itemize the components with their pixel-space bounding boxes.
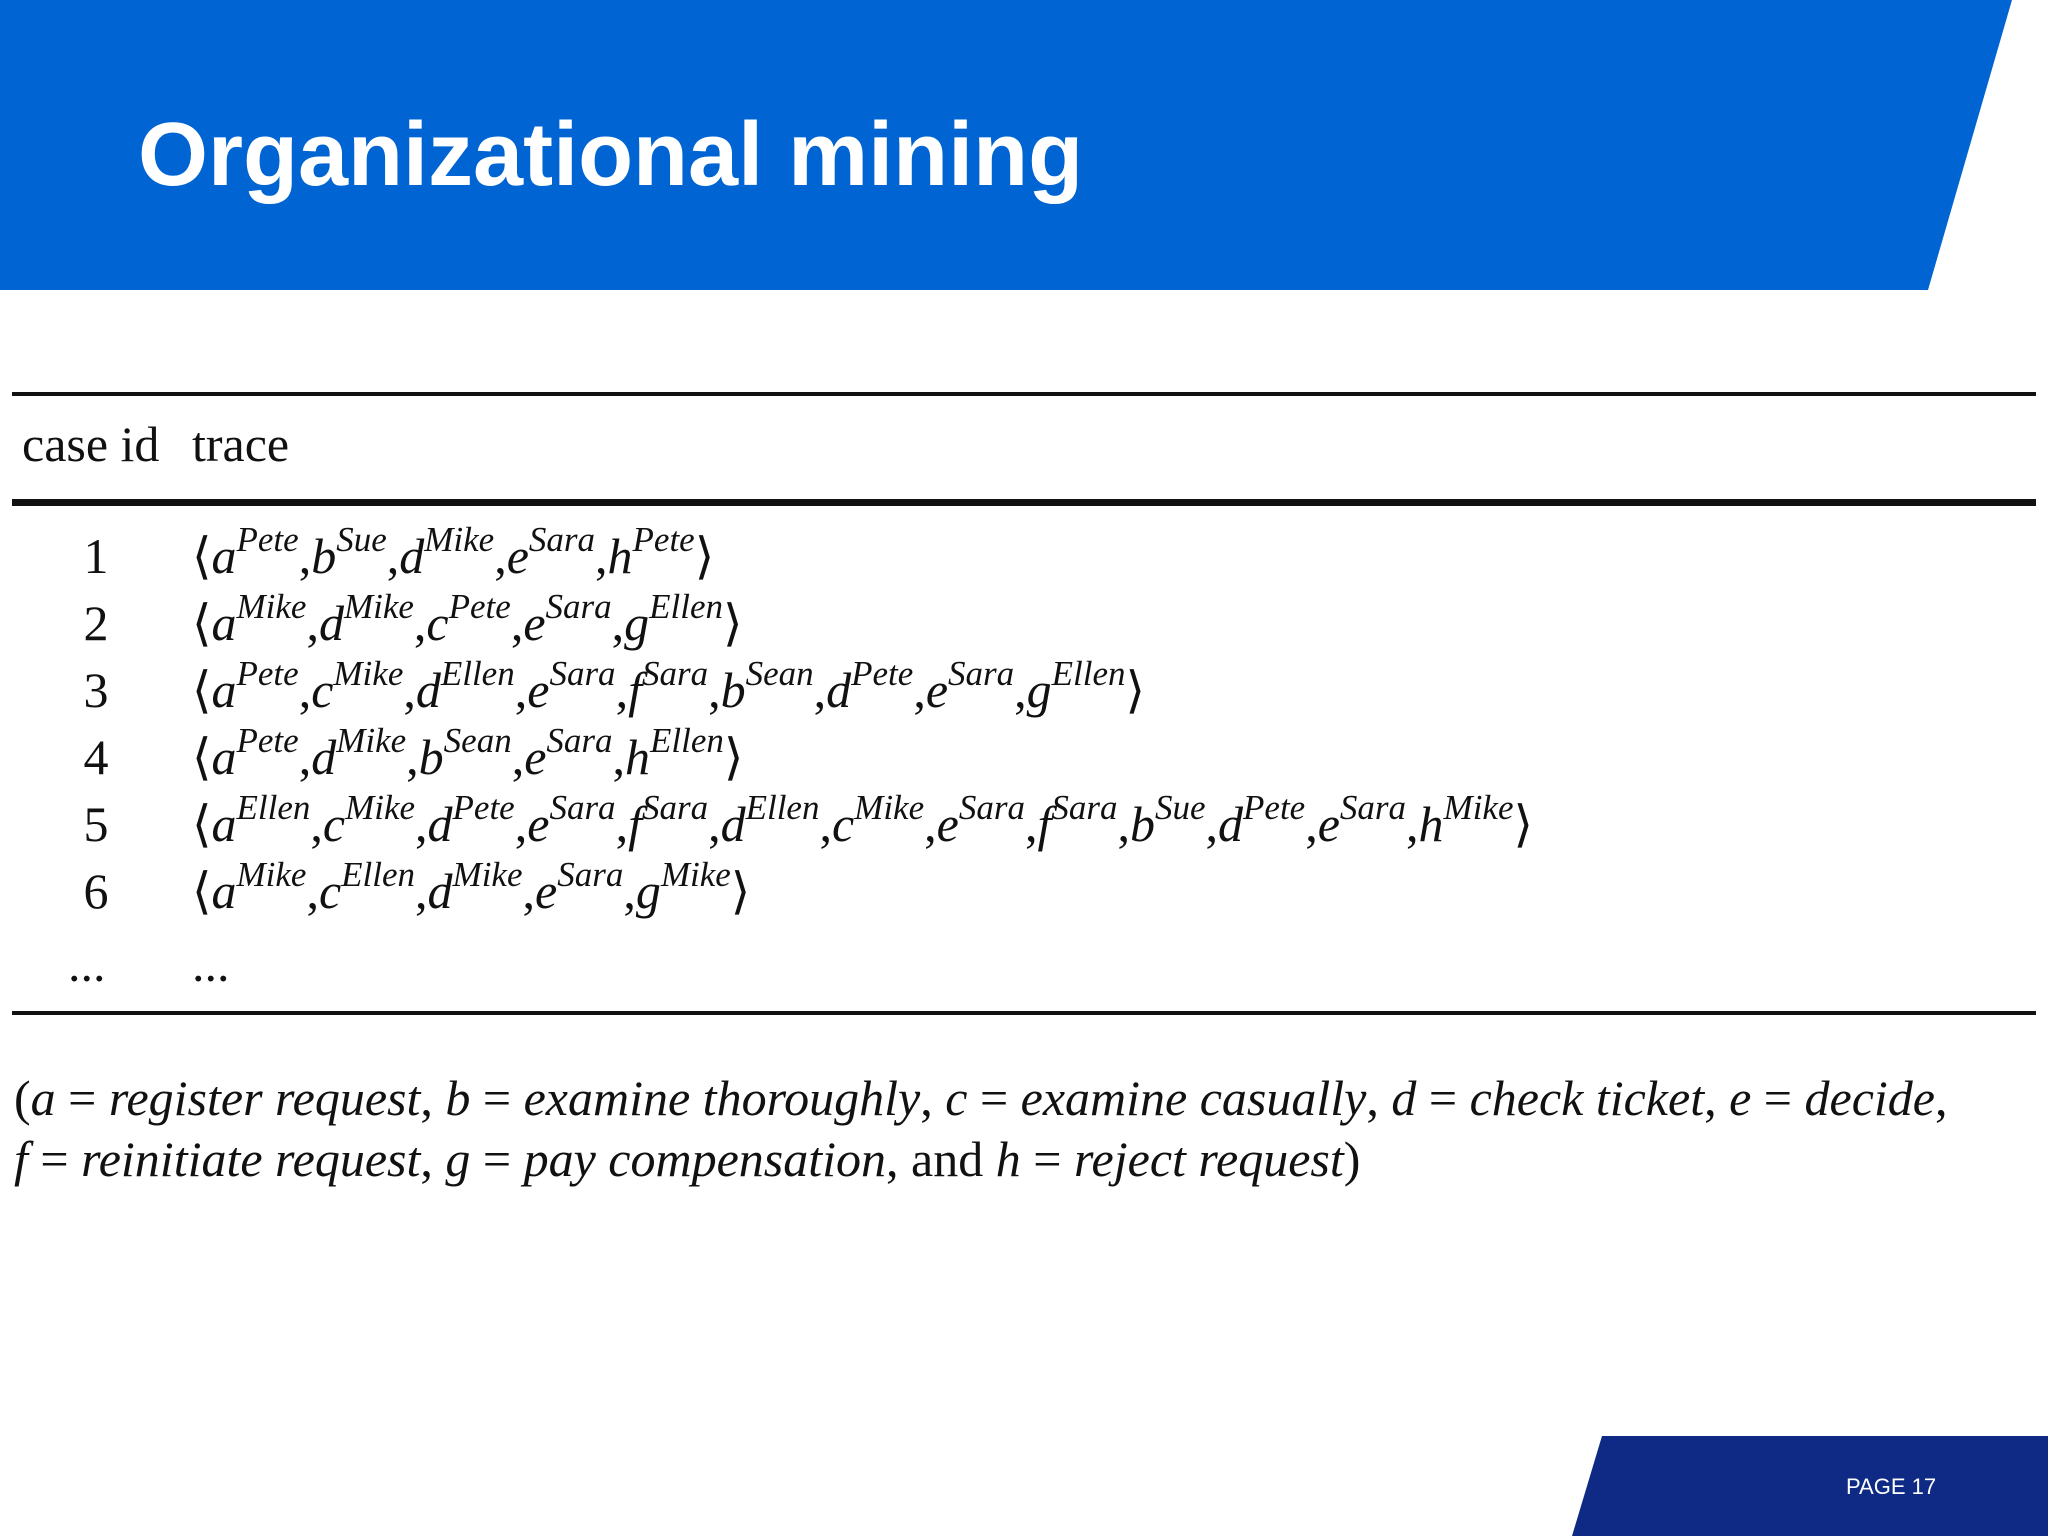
open-angle-bracket: ⟨ [192, 863, 212, 919]
trace-event [399, 520, 495, 584]
event-resource: Sara [948, 654, 1015, 693]
legend-term: pay compensation [523, 1131, 887, 1187]
legend-term: h [995, 1131, 1021, 1187]
event-separator: , [595, 528, 608, 584]
trace-event [427, 855, 523, 919]
event-activity: c [831, 796, 855, 852]
trace-event [311, 721, 407, 785]
legend-text: ) [1343, 1131, 1361, 1187]
open-angle-bracket: ⟨ [192, 595, 212, 651]
legend-term: e [1729, 1070, 1752, 1126]
event-separator: , [1406, 796, 1419, 852]
event-activity: a [211, 595, 237, 651]
trace-event [527, 788, 616, 852]
close-angle-bracket: ⟩ [1513, 796, 1534, 852]
event-activity: d [427, 796, 453, 852]
event-resource: Mike [854, 788, 925, 827]
event-separator: , [615, 796, 629, 852]
trace-event [1418, 788, 1514, 852]
event-resource: Ellen [1051, 654, 1126, 693]
trace-event [826, 654, 914, 718]
event-resource: Sara [641, 654, 709, 693]
event-resource: Pete [1243, 788, 1306, 827]
event-separator: , [514, 796, 528, 852]
event-activity: a [211, 863, 237, 919]
event-separator: , [924, 796, 937, 852]
event-activity: a [211, 662, 237, 718]
page-number: PAGE 17 [1846, 1474, 1937, 1499]
event-resource: Pete [632, 520, 695, 559]
open-angle-bracket: ⟨ [192, 729, 212, 785]
trace-event [527, 654, 616, 718]
legend-text: , [1366, 1070, 1392, 1126]
case-id-cell: 1 [83, 528, 109, 584]
event-separator: , [403, 662, 416, 718]
event-separator: , [298, 729, 312, 785]
event-resource: Sara [528, 520, 596, 559]
event-activity: h [625, 729, 651, 785]
slide-title: Organizational mining [138, 105, 1084, 205]
event-resource: Sara [958, 788, 1025, 827]
trace-event [535, 855, 624, 919]
trace-event [211, 587, 307, 651]
trace-event [418, 721, 512, 785]
event-activity: d [415, 662, 441, 718]
event-separator: , [615, 662, 629, 718]
event-separator: , [1305, 796, 1318, 852]
event-resource: Sara [546, 721, 613, 760]
legend-term: d [1391, 1070, 1417, 1126]
case-id-cell: 6 [83, 863, 109, 919]
trace-event [925, 654, 1015, 718]
trace-event [322, 788, 416, 852]
table-top-rule [12, 392, 2036, 396]
trace-event [523, 587, 612, 651]
event-separator: , [298, 528, 312, 584]
legend-term: examine casually [1020, 1070, 1367, 1126]
legend-text: = [470, 1070, 524, 1126]
event-separator: , [511, 729, 525, 785]
event-activity: d [311, 729, 337, 785]
trace-event [624, 587, 724, 651]
trace-cell [192, 855, 751, 919]
case-id-cell: 5 [83, 796, 109, 852]
table-bottom-rule [12, 1011, 2036, 1015]
event-activity: d [427, 863, 453, 919]
table-row [0, 520, 2048, 587]
legend-text: = [967, 1070, 1021, 1126]
event-activity: d [826, 662, 852, 718]
legend-text: = [470, 1131, 524, 1187]
event-activity: b [720, 662, 746, 718]
event-activity: e [535, 863, 558, 919]
ellipsis-case-id: ... [68, 936, 106, 992]
legend-text: = [1020, 1131, 1074, 1187]
legend-text: = [1751, 1070, 1805, 1126]
legend-text: , and [886, 1131, 996, 1187]
event-resource: Mike [1443, 788, 1514, 827]
event-activity: b [311, 528, 337, 584]
event-resource: Sue [1154, 788, 1206, 827]
event-resource: Sara [549, 654, 616, 693]
event-separator: , [1014, 662, 1027, 718]
legend-text: ( [14, 1070, 31, 1126]
event-resource: Pete [236, 520, 299, 559]
trace-event [936, 788, 1025, 852]
event-activity: b [1129, 796, 1155, 852]
event-resource: Sara [1051, 788, 1118, 827]
event-resource: Sara [1339, 788, 1407, 827]
event-activity: e [936, 796, 959, 852]
legend-term: f [14, 1131, 28, 1187]
event-activity: b [418, 729, 444, 785]
trace-event [831, 788, 925, 852]
event-resource: Mike [236, 855, 307, 894]
close-angle-bracket: ⟩ [723, 595, 743, 651]
event-separator: , [611, 595, 625, 651]
event-separator: , [708, 662, 721, 718]
legend-text: , [1704, 1070, 1730, 1126]
event-resource: Ellen [649, 587, 724, 626]
trace-event [1218, 788, 1306, 852]
trace-event [524, 721, 613, 785]
trace-event [311, 520, 387, 584]
event-separator: , [415, 796, 428, 852]
trace-event [1317, 788, 1407, 852]
close-angle-bracket: ⟩ [1125, 662, 1146, 718]
event-activity: a [211, 528, 237, 584]
trace-cell [192, 587, 743, 651]
legend-term: decide [1804, 1070, 1935, 1126]
legend-term: examine thoroughly [523, 1070, 921, 1126]
event-activity: c [318, 863, 342, 919]
event-separator: , [514, 662, 528, 718]
trace-event [415, 654, 515, 718]
trace-event [607, 520, 695, 584]
event-activity: h [1418, 796, 1444, 852]
legend-term: c [945, 1070, 968, 1126]
column-header-case-id: case id [22, 416, 160, 472]
trace-event [318, 587, 414, 651]
legend-text: = [55, 1070, 109, 1126]
event-activity: e [527, 796, 550, 852]
legend-term: g [445, 1131, 471, 1187]
event-separator: , [708, 796, 721, 852]
trace-cell [192, 788, 1534, 852]
event-resource: Sean [745, 654, 814, 693]
event-activity: e [523, 595, 546, 651]
trace-event [628, 788, 709, 852]
trace-event [720, 654, 814, 718]
trace-event [211, 520, 299, 584]
trace-event [427, 788, 515, 852]
event-separator: , [612, 729, 626, 785]
event-resource: Sue [336, 520, 387, 559]
trace-event [211, 788, 311, 852]
trace-event [211, 654, 299, 718]
legend-term: check ticket [1469, 1070, 1705, 1126]
event-separator: , [415, 863, 428, 919]
close-angle-bracket: ⟩ [694, 528, 715, 584]
legend-text: = [1416, 1070, 1470, 1126]
footer-bar [1572, 1436, 2048, 1536]
ellipsis-trace: ... [192, 936, 230, 992]
event-resource: Mike [333, 654, 404, 693]
event-separator: , [623, 863, 636, 919]
event-separator: , [510, 595, 524, 651]
event-resource: Mike [345, 788, 416, 827]
legend-text: , [420, 1070, 446, 1126]
trace-cell [192, 654, 1146, 718]
event-resource: Mike [236, 587, 307, 626]
event-activity: f [628, 662, 642, 718]
event-separator: , [386, 528, 400, 584]
trace-cell [192, 520, 715, 584]
trace-event [1037, 788, 1118, 852]
event-activity: d [1218, 796, 1244, 852]
event-activity: c [426, 595, 449, 651]
event-activity: d [318, 595, 344, 651]
event-resource: Ellen [440, 654, 515, 693]
event-resource: Ellen [745, 788, 820, 827]
table-row [0, 788, 2048, 855]
trace-event [720, 788, 820, 852]
trace-event [311, 654, 404, 718]
event-resource: Ellen [236, 788, 311, 827]
event-resource: Sara [557, 855, 624, 894]
event-resource: Pete [236, 654, 299, 693]
event-resource: Ellen [650, 721, 724, 760]
event-separator: , [913, 662, 926, 718]
table-row [0, 855, 2048, 922]
trace-event [426, 587, 511, 651]
event-separator: , [310, 796, 323, 852]
trace-event [635, 855, 731, 919]
open-angle-bracket: ⟨ [192, 796, 212, 852]
event-activity: g [1026, 662, 1052, 718]
legend-term: a [30, 1070, 56, 1126]
trace-event [506, 520, 596, 584]
event-resource: Mike [343, 587, 414, 626]
event-activity: a [211, 796, 237, 852]
close-angle-bracket: ⟩ [723, 729, 744, 785]
trace-event [211, 855, 307, 919]
event-resource: Sara [641, 788, 709, 827]
trace-cell [192, 721, 744, 785]
event-separator: , [298, 662, 312, 718]
trace-event [318, 855, 416, 919]
event-resource: Mike [452, 855, 523, 894]
trace-table-body [0, 520, 2048, 922]
case-id-cell: 3 [83, 662, 109, 718]
trace-event [1026, 654, 1126, 718]
column-header-trace: trace [192, 416, 290, 472]
event-separator: , [413, 595, 427, 651]
event-activity: g [624, 595, 650, 651]
event-resource: Ellen [341, 855, 416, 894]
event-separator: , [306, 863, 319, 919]
legend-term: b [445, 1070, 471, 1126]
trace-event [1129, 788, 1206, 852]
legend-line-1 [14, 1068, 2048, 1129]
event-resource: Mike [336, 721, 407, 760]
trace-event [628, 654, 709, 718]
event-activity: d [720, 796, 746, 852]
event-resource: Sean [443, 721, 512, 760]
event-activity: d [399, 528, 425, 584]
trace-event [625, 721, 724, 785]
legend-text: , [1934, 1070, 1948, 1126]
event-separator: , [522, 863, 535, 919]
event-resource: Mike [424, 520, 495, 559]
event-activity: a [211, 729, 237, 785]
close-angle-bracket: ⟩ [730, 863, 751, 919]
event-resource: Pete [851, 654, 914, 693]
legend-text: , [920, 1070, 946, 1126]
event-activity: e [1317, 796, 1340, 852]
case-id-cell: 4 [83, 729, 109, 785]
event-activity: c [311, 662, 334, 718]
event-separator: , [813, 662, 827, 718]
event-resource: Pete [452, 788, 515, 827]
event-activity: g [635, 863, 661, 919]
event-activity: e [527, 662, 550, 718]
table-row [0, 721, 2048, 788]
event-separator: , [494, 528, 507, 584]
legend-text: , [420, 1131, 446, 1187]
event-activity: c [322, 796, 346, 852]
table-row [0, 587, 2048, 654]
legend-term: reinitiate request [81, 1131, 421, 1187]
activity-legend [14, 1068, 2048, 1190]
event-separator: , [819, 796, 832, 852]
event-separator: , [406, 729, 419, 785]
event-resource: Sara [545, 587, 612, 626]
table-row [0, 654, 2048, 721]
event-separator: , [1024, 796, 1038, 852]
event-separator: , [1117, 796, 1130, 852]
event-activity: e [524, 729, 547, 785]
legend-line-2 [14, 1129, 2048, 1190]
event-resource: Pete [448, 587, 511, 626]
legend-text: = [27, 1131, 82, 1187]
legend-term: register request [108, 1070, 421, 1126]
event-activity: f [628, 796, 642, 852]
event-activity: e [506, 528, 529, 584]
event-resource: Mike [660, 855, 731, 894]
event-resource: Sara [549, 788, 616, 827]
event-resource: Pete [236, 721, 299, 760]
case-id-cell: 2 [83, 595, 109, 651]
event-separator: , [306, 595, 319, 651]
table-header-rule [12, 499, 2036, 506]
event-activity: f [1037, 796, 1052, 852]
open-angle-bracket: ⟨ [192, 528, 212, 584]
trace-event [211, 721, 299, 785]
event-separator: , [1205, 796, 1219, 852]
open-angle-bracket: ⟨ [192, 662, 212, 718]
legend-term: reject request [1073, 1131, 1344, 1187]
event-activity: e [925, 662, 949, 718]
event-activity: h [607, 528, 633, 584]
